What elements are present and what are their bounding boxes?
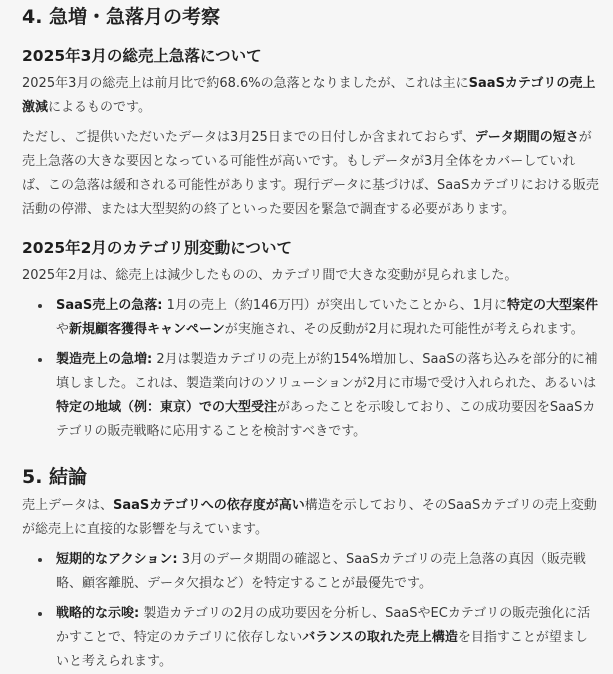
emphasis: バランスの取れた売上構造	[302, 630, 458, 645]
feb-intro: 2025年2月は、総売上は減少したものの、カテゴリ間で大きな変動が見られました。	[22, 268, 518, 283]
text: 2月は製造カテゴリの売上が約154%増加し、SaaSの落ち込みを部分的に補填しました。これは、製造業向けのソリューションが2月に市場で受け入れられた、あるいは	[56, 352, 598, 391]
text: 2025年3月の総売上は前月比で約68.6%の急落となりましたが、これは主に	[22, 76, 469, 91]
list-item	[52, 294, 599, 342]
march-paragraph-2	[22, 126, 599, 222]
emphasis: SaaSカテゴリへの依存度が高い	[113, 498, 305, 513]
text: があったことを示唆しており、この成功要因をSaaSカテゴリの販売戦略に応用することを検討すべきです。	[56, 400, 596, 439]
emphasis: 戦略的な示唆:	[56, 606, 140, 621]
text: が売上急落の大きな要因となっている可能性が高いです。もしデータが3月全体をカバーしていれば、この急落は緩和される可能性があります。現行データに基づけば、SaaSカテゴリにおける販売活動の停滞、または大型契約の終了といった要因を緊急で調査する必要があります。	[22, 130, 599, 217]
emphasis: 短期的なアクション:	[56, 552, 178, 567]
emphasis: 特定の大型案件	[506, 298, 598, 313]
list-item	[52, 548, 599, 596]
emphasis: SaaSカテゴリの売上激減	[22, 76, 596, 115]
march-paragraph-1	[22, 72, 599, 120]
text: を目指すことが望ましいと考えられます。	[56, 630, 588, 669]
march-subheading: 2025年3月の総売上急落について	[22, 47, 262, 65]
conclusion-intro	[22, 494, 599, 542]
text: や	[56, 322, 70, 337]
text: が実施され、その反動が2月に現れた可能性が考えられます。	[224, 322, 584, 337]
feb-subheading: 2025年2月のカテゴリ別変動について	[22, 239, 292, 257]
emphasis: データ期間の短さ	[474, 130, 579, 145]
section-5-heading: 5. 結論	[22, 466, 88, 488]
text: 3月のデータ期間の確認と、SaaSカテゴリの売上急落の真因（販売戦略、顧客離脱、データ欠損など）を特定することが最優先です。	[56, 552, 586, 591]
conclusion-bullet-list	[22, 548, 599, 674]
text: 売上データは、	[22, 498, 114, 513]
feb-bullet-list	[22, 294, 599, 444]
list-item	[52, 348, 599, 444]
emphasis: 特定の地域（例：東京）での大型受注	[56, 400, 278, 415]
emphasis: SaaS売上の急落:	[56, 298, 163, 313]
emphasis: 製造売上の急増:	[56, 352, 153, 367]
text: ただし、ご提供いただいたデータは3月25日までの日付しか含まれておらず、	[22, 130, 475, 145]
text: 製造カテゴリの2月の成功要因を分析し、SaaSやECカテゴリの販売強化に活かすことで、特定のカテゴリに依存しない	[56, 606, 591, 645]
text: 1月の売上（約146万円）が突出していたことから、1月に	[162, 298, 507, 313]
text: によるものです。	[48, 100, 151, 115]
text: 構造を示しており、そのSaaSカテゴリの売上変動が総売上に直接的な影響を与えています。	[22, 498, 597, 537]
section-4-heading: 4. 急増・急落月の考察	[22, 6, 221, 28]
list-item	[52, 602, 599, 674]
emphasis: 新規顧客獲得キャンペーン	[69, 322, 225, 337]
